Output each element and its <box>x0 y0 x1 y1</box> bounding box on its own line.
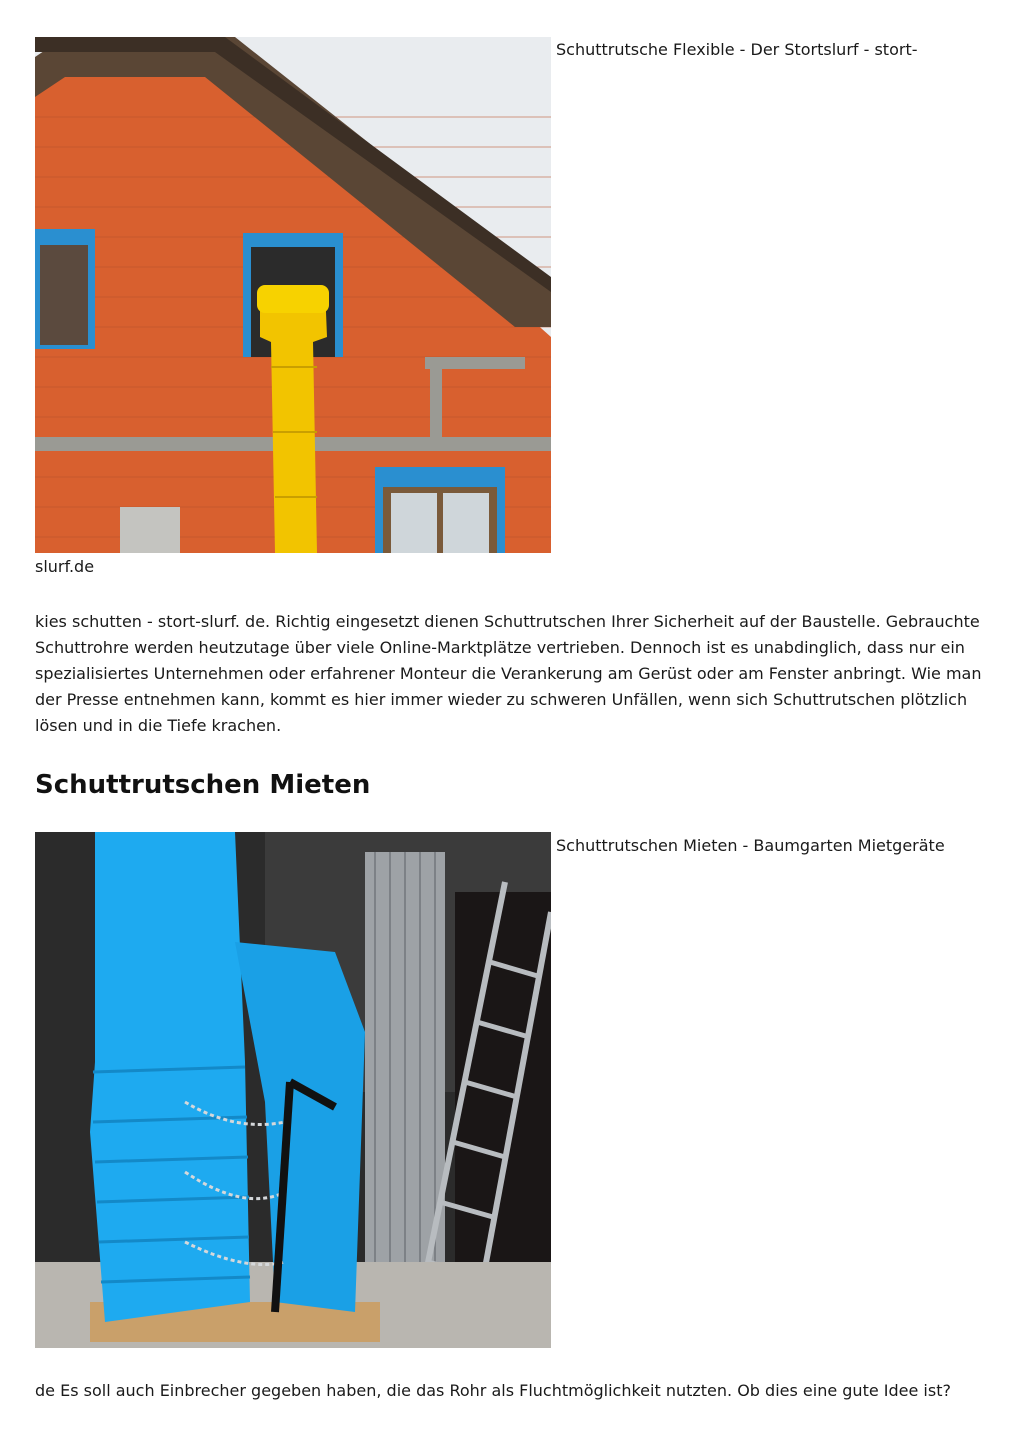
body-paragraph-2: de Es soll auch Einbrecher gegeben haben, die das Rohr als Fluchtmöglichkeit nutzten. Ob dies eine gute Idee ist? <box>35 1381 951 1400</box>
blue-chute-image <box>35 832 551 1348</box>
house-chute-image <box>35 37 551 553</box>
figure1-caption: Schuttrutsche Flexible - Der Stortslurf - stort- <box>556 40 918 59</box>
body-paragraph-1: kies schutten - stort-slurf. de. Richtig eingesetzt dienen Schuttrutschen Ihrer Sicherheit auf der Baustelle. Gebrauchte Schuttrohre werden heutzutage über viele Online-Marktplätze vertrieben. Dennoch ist es unabdinglich, dass nur ein spezialisiertes Unternehmen oder erfahrener Monteur die Verankerung am Gerüst oder am Fenster anbringt. Wie man der Presse entnehmen kann, kommt es hier immer wieder zu schweren Unfällen, wenn sich Schuttrutschen plötzlich lösen und in die Tiefe krachen. <box>35 612 982 735</box>
figure1-caption-continued: slurf.de <box>35 557 95 576</box>
section-heading: Schuttrutschen Mieten <box>35 770 371 800</box>
blue-chute-photo <box>35 832 551 1348</box>
figure2-caption: Schuttrutschen Mieten - Baumgarten Mietgeräte <box>556 836 945 855</box>
house-chute-photo <box>35 37 551 553</box>
